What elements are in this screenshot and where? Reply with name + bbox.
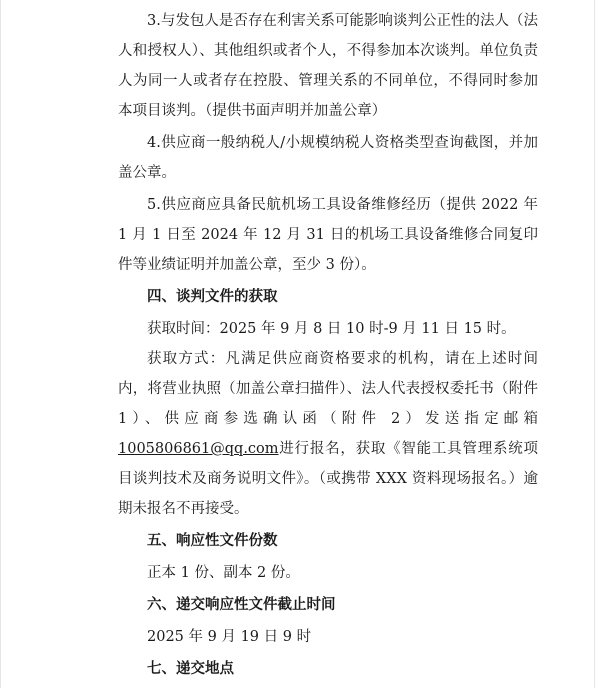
section-5-heading: 五、响应性文件份数 bbox=[147, 533, 278, 549]
acquisition-method-paragraph bbox=[118, 344, 538, 524]
section-7-heading: 七、递交地点 bbox=[147, 661, 234, 677]
acquisition-method-text-continued: 进行报名，获取《智能工具管理系统项目谈判技术及商务说明文件》。（或携带 XXX 资料现场报名。）逾期未报名不再接受。 bbox=[118, 441, 538, 517]
acquisition-time: 获取时间：2025 年 9 月 8 日 10 时-9 月 11 日 15 时。 bbox=[147, 321, 516, 337]
section-6-heading: 六、递交响应性文件截止时间 bbox=[147, 597, 336, 613]
copies-count: 正本 1 份、副本 2 份。 bbox=[147, 565, 300, 581]
requirement-5-paragraph: 5.供应商应具备民航机场工具设备维修经历（提供 2022 年 1 月 1 日至 2024 年 12 月 31 日的机场工具设备维修合同复印件等业绩证明并加盖公章，至少 3 份）。 bbox=[118, 197, 538, 273]
submission-deadline: 2025 年 9 月 19 日 9 时 bbox=[147, 629, 312, 645]
contact-email-link[interactable]: 1005806861@qq.com bbox=[118, 441, 279, 457]
document-body bbox=[118, 6, 538, 686]
requirement-3-paragraph: 3.与发包人是否存在利害关系可能影响谈判公正性的法人（法人和授权人）、其他组织或者个人，不得参加本次谈判。单位负责人为同一人或者存在控股、管理关系的不同单位，不得同时参加本项目谈判。（提供书面声明并加盖公章） bbox=[118, 13, 538, 119]
section-4-heading: 四、谈判文件的获取 bbox=[147, 289, 278, 305]
requirement-4-paragraph: 4.供应商一般纳税人/小规模纳税人资格类型查询截图，并加盖公章。 bbox=[118, 135, 538, 181]
acquisition-method-text: 获取方式：凡满足供应商资格要求的机构，请在上述时间内，将营业执照（加盖公章扫描件）、法人代表授权委托书（附件 1）、供应商参选确认函（附件 2）发送指定邮箱 bbox=[118, 351, 538, 427]
